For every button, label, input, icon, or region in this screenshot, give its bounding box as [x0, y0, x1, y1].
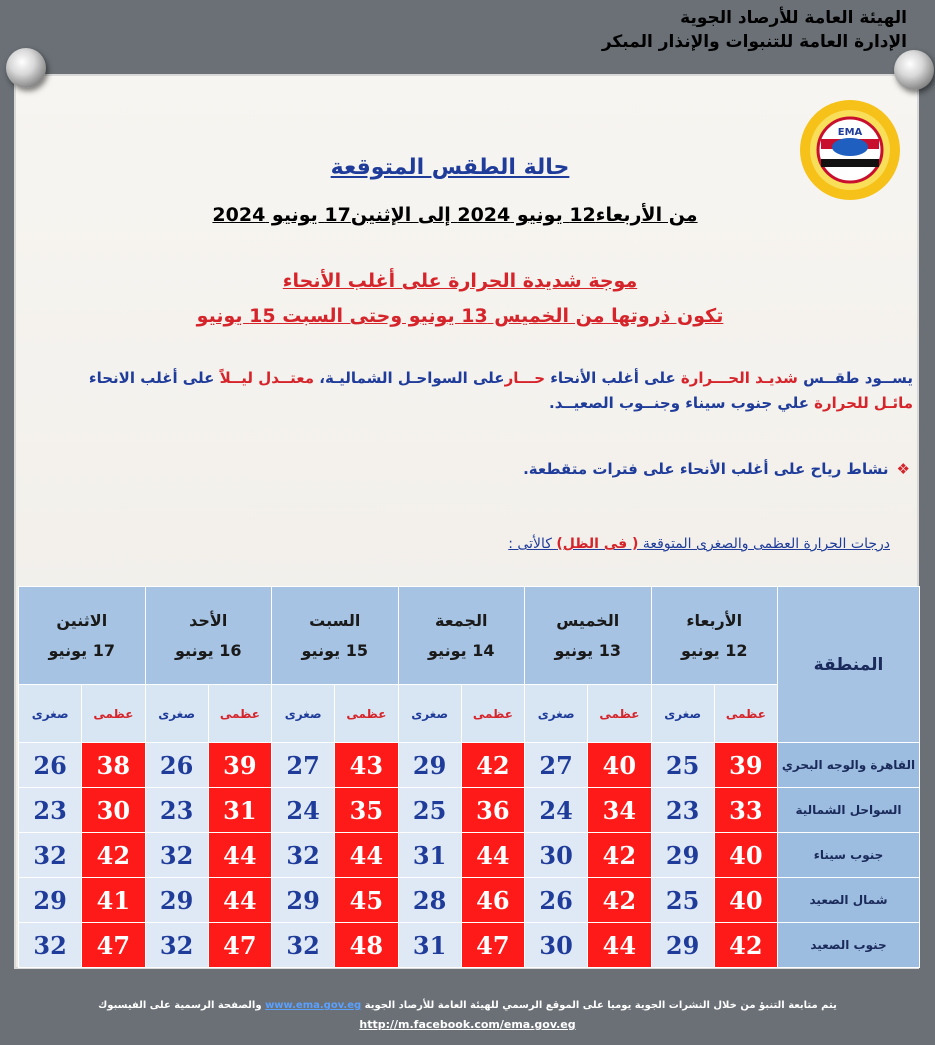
region-column-header: المنطقة	[778, 587, 920, 743]
max-temp: 39	[714, 743, 777, 788]
min-temp: 32	[145, 833, 208, 878]
region-name: السواحل الشمالية	[778, 788, 920, 833]
day-name: الخميس	[556, 610, 620, 630]
min-label: صغرى	[398, 685, 461, 743]
max-temp: 34	[588, 788, 651, 833]
footer-text: والصفحة الرسمية على الفيسبوك	[98, 1000, 266, 1011]
heatwave-headline: موجة شديدة الحرارة على أغلب الأنحاء	[282, 270, 638, 292]
max-temp: 45	[335, 878, 398, 923]
max-temp: 44	[461, 833, 524, 878]
min-temp: 23	[19, 788, 82, 833]
max-temp: 31	[208, 788, 271, 833]
table-row	[19, 788, 920, 833]
table-row	[19, 878, 920, 923]
max-temp: 39	[208, 743, 271, 788]
summary-highlight: مائـل للحرارة	[814, 394, 913, 412]
max-temp: 47	[82, 923, 145, 968]
summary-text: يســود طقــس	[797, 369, 913, 387]
max-label: عظمى	[714, 685, 777, 743]
region-name: القاهرة والوجه البحري	[778, 743, 920, 788]
day-date: 15 يونيو	[301, 640, 368, 660]
min-temp: 25	[651, 743, 714, 788]
max-temp: 46	[461, 878, 524, 923]
header-line-2: الإدارة العامة للتنبوات والإنذار المبكر	[601, 32, 907, 52]
facebook-link[interactable]: http://m.facebook.com/ema.gov.eg	[359, 1018, 576, 1031]
day-header	[272, 587, 399, 685]
day-header	[145, 587, 272, 685]
summary-text: علي جنوب سيناء وجنــوب الصعيــد.	[549, 394, 815, 412]
day-name: السبت	[309, 610, 361, 630]
max-temp: 42	[588, 878, 651, 923]
max-temp: 30	[82, 788, 145, 833]
min-temp: 32	[19, 833, 82, 878]
temperatures-caption	[390, 536, 890, 552]
day-name: الاثنين	[56, 610, 108, 630]
min-temp: 25	[398, 788, 461, 833]
day-name: الأربعاء	[686, 610, 743, 630]
max-label: عظمى	[461, 685, 524, 743]
min-temp: 31	[398, 833, 461, 878]
summary-highlight: شديـد الحـــرارة	[680, 369, 798, 387]
min-temp: 23	[651, 788, 714, 833]
table-row	[19, 923, 920, 968]
region-name: جنوب سيناء	[778, 833, 920, 878]
day-date: 12 يونيو	[681, 640, 748, 660]
day-header	[651, 587, 778, 685]
summary-text: على السواحـل الشماليـة،	[314, 369, 505, 387]
summary-text: على أغلب الانحاء	[88, 369, 220, 387]
max-temp: 47	[461, 923, 524, 968]
min-temp: 28	[398, 878, 461, 923]
region-name: شمال الصعيد	[778, 878, 920, 923]
min-temp: 26	[145, 743, 208, 788]
ema-logo	[795, 95, 905, 205]
min-label: صغرى	[19, 685, 82, 743]
min-temp: 30	[525, 923, 588, 968]
page-title: حالة الطقس المتوقعة	[330, 155, 570, 180]
min-temp: 32	[145, 923, 208, 968]
max-temp: 41	[82, 878, 145, 923]
min-temp: 24	[272, 788, 335, 833]
day-date: 16 يونيو	[175, 640, 242, 660]
max-label: عظمى	[335, 685, 398, 743]
day-date: 17 يونيو	[48, 640, 115, 660]
min-temp: 29	[651, 833, 714, 878]
max-label: عظمى	[82, 685, 145, 743]
day-date: 14 يونيو	[428, 640, 495, 660]
logo-text: EMA	[837, 127, 863, 138]
min-temp: 29	[272, 878, 335, 923]
min-temp: 29	[145, 878, 208, 923]
wind-note	[380, 460, 910, 478]
max-temp: 40	[714, 833, 777, 878]
max-temp: 42	[714, 923, 777, 968]
min-temp: 29	[19, 878, 82, 923]
min-temp: 32	[272, 923, 335, 968]
day-header	[19, 587, 146, 685]
summary-highlight: حـــار	[504, 369, 546, 387]
footer-note	[0, 1000, 935, 1011]
min-temp: 25	[651, 878, 714, 923]
min-temp: 31	[398, 923, 461, 968]
table-row	[19, 833, 920, 878]
website-link[interactable]: www.ema.gov.eg	[265, 1000, 362, 1011]
min-temp: 26	[19, 743, 82, 788]
min-label: صغرى	[651, 685, 714, 743]
min-temp: 30	[525, 833, 588, 878]
caption-text: كالأتى :	[508, 536, 557, 552]
min-temp: 27	[525, 743, 588, 788]
max-temp: 38	[82, 743, 145, 788]
summary-highlight: معتــدل ليــلاً	[219, 369, 315, 387]
max-temp: 47	[208, 923, 271, 968]
max-temp: 40	[588, 743, 651, 788]
min-temp: 26	[525, 878, 588, 923]
max-temp: 44	[208, 878, 271, 923]
min-temp: 27	[272, 743, 335, 788]
min-label: صغرى	[145, 685, 208, 743]
max-temp: 42	[82, 833, 145, 878]
max-label: عظمى	[208, 685, 271, 743]
wind-note-text: نشاط رياح على أغلب الأنحاء على فترات متقطعة.	[523, 460, 889, 478]
max-temp: 40	[714, 878, 777, 923]
header-line-1: الهيئة العامة للأرصاد الجوية	[680, 8, 907, 28]
caption-shade-note: ( فى الظل)	[556, 536, 639, 552]
min-temp: 29	[651, 923, 714, 968]
day-header	[525, 587, 652, 685]
bullet-diamond-icon: ❖	[896, 460, 910, 478]
min-temp: 29	[398, 743, 461, 788]
max-temp: 36	[461, 788, 524, 833]
heatwave-peak: تكون ذروتها من الخميس 13 يونيو وحتى السبت 15 يونيو	[196, 305, 724, 327]
day-header	[398, 587, 525, 685]
min-label: صغرى	[272, 685, 335, 743]
max-temp: 44	[208, 833, 271, 878]
max-temp: 42	[461, 743, 524, 788]
table-header-row	[19, 587, 920, 685]
day-name: الأحد	[189, 610, 228, 630]
min-label: صغرى	[525, 685, 588, 743]
forecast-period: من الأربعاء12 يونيو 2024 إلى الإثنين17 يونيو 2024	[212, 204, 698, 226]
weather-summary	[75, 366, 913, 416]
min-temp: 23	[145, 788, 208, 833]
min-temp: 32	[272, 833, 335, 878]
table-row	[19, 743, 920, 788]
summary-text: على أغلب الأنحاء	[545, 369, 681, 387]
max-temp: 43	[335, 743, 398, 788]
caption-text: درجات الحرارة العظمى والصغرى المتوقعة	[638, 536, 890, 552]
max-temp: 42	[588, 833, 651, 878]
day-date: 13 يونيو	[554, 640, 621, 660]
max-label: عظمى	[588, 685, 651, 743]
min-temp: 32	[19, 923, 82, 968]
max-temp: 33	[714, 788, 777, 833]
pushpin-icon	[894, 50, 934, 90]
max-temp: 48	[335, 923, 398, 968]
footer-text: يتم متابعة التنبؤ من خلال النشرات الجوية يوميا على الموقع الرسمي للهيئة العامة للأرصاد الجوية	[361, 1000, 837, 1011]
max-temp: 35	[335, 788, 398, 833]
organization-header	[602, 6, 907, 54]
max-temp: 44	[335, 833, 398, 878]
max-temp: 44	[588, 923, 651, 968]
min-temp: 24	[525, 788, 588, 833]
region-name: جنوب الصعيد	[778, 923, 920, 968]
temperature-table	[18, 586, 920, 968]
pushpin-icon	[6, 48, 46, 88]
day-name: الجمعة	[435, 610, 488, 630]
